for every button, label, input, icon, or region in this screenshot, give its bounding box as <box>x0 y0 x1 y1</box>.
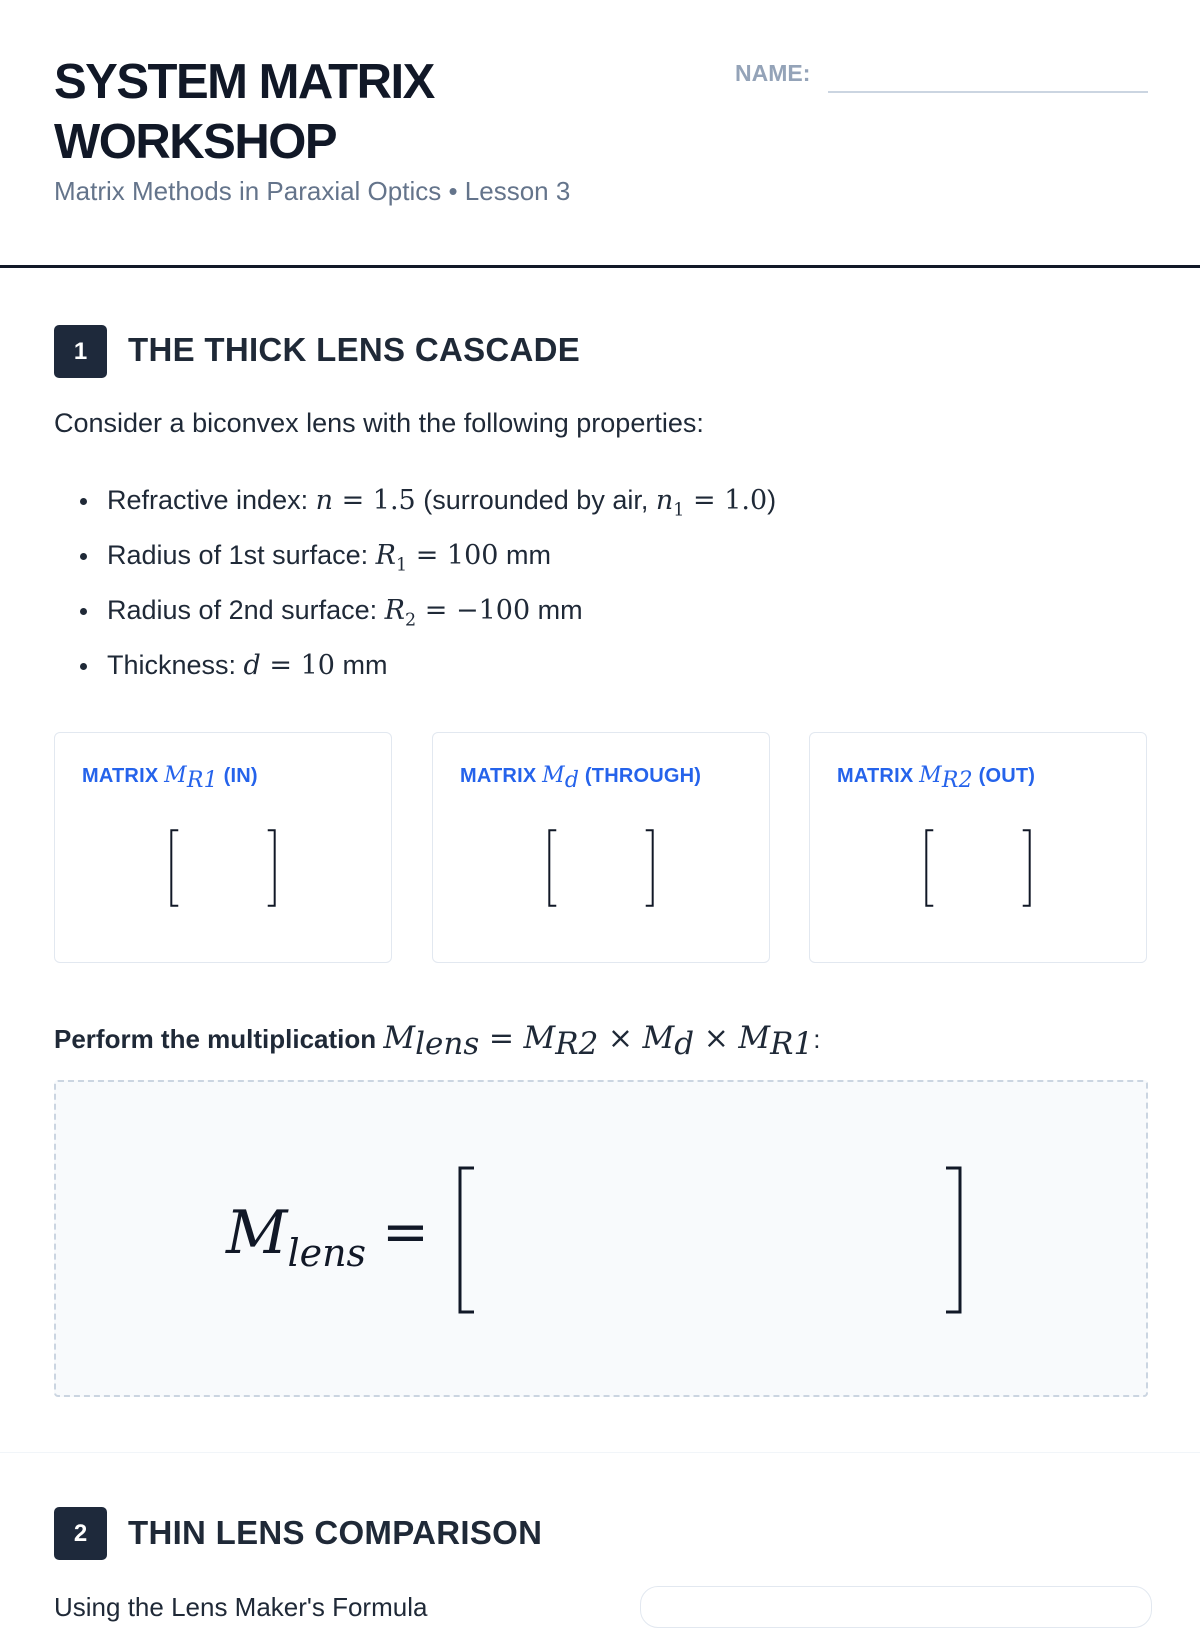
property-radius-2: Radius of 2nd surface: $R_2 = -100$ mm <box>80 590 776 645</box>
property-refractive-index: Refractive index: n = 1.5 (surrounded by air, $n_1 = 1.0$) <box>80 480 776 535</box>
section-2-intro: Using the Lens Maker's Formula <box>54 1592 428 1622</box>
matrix-card-d <box>432 732 770 963</box>
matrix-card-label: MATRIX $M_{R1}$ (IN) <box>82 763 258 793</box>
section-2-number: 2 <box>54 1507 107 1560</box>
name-label: NAME: <box>735 60 811 86</box>
equals-sign: = <box>382 1200 429 1265</box>
matrix-answer-brackets[interactable] <box>55 828 391 908</box>
property-radius-1: Radius of 1st surface: $R_1 = 100$ mm <box>80 535 776 590</box>
lens-matrix-brackets[interactable] <box>454 1166 968 1314</box>
section-2-panel <box>640 1586 1152 1628</box>
title-line-2: WORKSHOP <box>54 115 336 169</box>
section-divider <box>0 1452 1200 1453</box>
name-input-line[interactable] <box>828 91 1148 93</box>
header <box>0 0 1200 268</box>
multiplication-prompt: Perform the multiplication $M_{lens} = M_{R2} \times M_d \times M_{R1}$: <box>54 1020 821 1063</box>
matrix-card-label: MATRIX $M_d$ (THROUGH) <box>460 763 702 793</box>
lens-properties-list <box>80 480 776 700</box>
matrix-answer-brackets[interactable] <box>433 828 769 908</box>
section-2-title: THIN LENS COMPARISON <box>128 1514 543 1551</box>
page-title <box>54 52 614 172</box>
matrix-card-r1 <box>54 732 392 963</box>
matrix-card-label: MATRIX $M_{R2}$ (OUT) <box>837 763 1036 793</box>
page-subtitle: Matrix Methods in Paraxial Optics • Lesson 3 <box>54 176 571 206</box>
section-1-intro: Consider a biconvex lens with the following properties: <box>54 408 704 438</box>
title-line-1: SYSTEM MATRIX <box>54 55 434 109</box>
mlens-symbol: $M_{lens}$ <box>226 1198 367 1275</box>
matrix-answer-brackets[interactable] <box>810 828 1146 908</box>
section-1-title: THE THICK LENS CASCADE <box>128 331 581 368</box>
property-thickness: Thickness: d = 10 mm <box>80 645 776 700</box>
section-1-number: 1 <box>54 325 107 378</box>
matrix-card-r2 <box>809 732 1147 963</box>
